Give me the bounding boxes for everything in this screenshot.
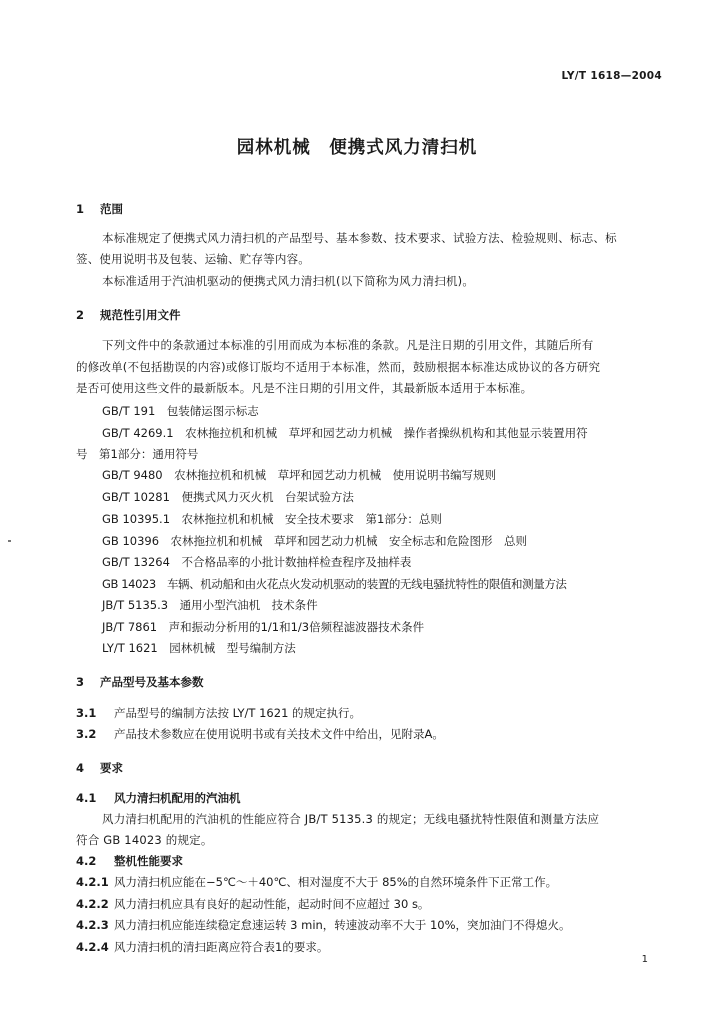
page-number: 1	[641, 954, 648, 965]
reference-item: JB/T 7861 声和振动分析用的1/1和1/3倍频程滤波器技术条件	[102, 620, 425, 634]
clause-3-2-number: 3.2	[76, 727, 97, 741]
clause-4-2-number: 4.2	[76, 854, 97, 868]
section-2-title: 规范性引用文件	[100, 308, 181, 322]
scan-speck	[8, 540, 11, 542]
section-3-heading	[76, 674, 204, 690]
reference-item: JB/T 5135.3 通用小型汽油机 技术条件	[102, 598, 318, 612]
clause-4-1-heading	[76, 790, 241, 806]
clause-4-1-paragraph-line-1: 风力清扫机配用的汽油机的性能应符合 JB/T 5135.3 的规定；无线电骚扰特性限值和测量方法应	[102, 812, 600, 826]
reference-item: GB/T 4269.1 农林拖拉机和机械 草坪和园艺动力机械 操作者操纵机构和其他显示装置用符	[102, 426, 588, 440]
clause-text: 风力清扫机应能连续稳定怠速运转 3 min，转速波动率不大于 10%，突加油门不得熄火。	[114, 918, 571, 932]
reference-item: GB 10396 农林拖拉机和机械 草坪和园艺动力机械 安全标志和危险图形 总则	[102, 534, 528, 548]
section-1-paragraph-1-line-1: 本标准规定了便携式风力清扫机的产品型号、基本参数、技术要求、试验方法、检验规则、标志、标	[102, 231, 617, 245]
reference-item: GB 10395.1 农林拖拉机和机械 安全技术要求 第1部分：总则	[102, 512, 442, 526]
section-2-intro-line-2: 的修改单(不包括勘误的内容)或修订版均不适用于本标准，然而，鼓励根据本标准达成协议的各方研究	[76, 360, 601, 374]
clause-3-1-number: 3.1	[76, 706, 97, 720]
section-1-paragraph-2: 本标准适用于汽油机驱动的便携式风力清扫机(以下简称为风力清扫机)。	[102, 274, 475, 288]
clause-number: 4.2.2	[76, 897, 109, 911]
section-1-title: 范围	[100, 202, 123, 216]
section-4-number: 4	[76, 761, 85, 775]
reference-item: LY/T 1621 园林机械 型号编制方法	[102, 641, 296, 655]
clause-number: 4.2.4	[76, 940, 109, 954]
section-4-title: 要求	[100, 761, 123, 775]
clause-text: 风力清扫机的清扫距离应符合表1的要求。	[114, 940, 329, 954]
standard-number: LY/T 1618—2004	[561, 70, 662, 82]
clause-3-1	[76, 705, 361, 721]
clause-3-2	[76, 726, 444, 742]
section-2-intro-line-1: 下列文件中的条款通过本标准的引用而成为本标准的条款。凡是注日期的引用文件，其随后所有	[102, 338, 594, 352]
clause-text: 风力清扫机应具有良好的起动性能，起动时间不应超过 30 s。	[114, 897, 430, 911]
section-3-number: 3	[76, 675, 85, 689]
reference-item: GB/T 13264 不合格品率的小批计数抽样检查程序及抽样表	[102, 555, 412, 569]
clause-4-2-4	[76, 939, 328, 955]
reference-item: GB/T 191 包装储运图示标志	[102, 404, 259, 418]
reference-item: GB 14023 车辆、机动船和由火花点火发动机驱动的装置的无线电骚扰特性的限值和测量方法	[102, 577, 567, 591]
document-title: 园林机械 便携式风力清扫机	[236, 138, 478, 158]
clause-4-2-3	[76, 917, 571, 933]
section-2-intro-line-3: 是否可使用这些文件的最新版本。凡是不注日期的引用文件，其最新版本适用于本标准。	[76, 381, 533, 395]
clause-4-2-title: 整机性能要求	[114, 854, 183, 868]
section-1-paragraph-1-line-2: 签、使用说明书及包装、运输、贮存等内容。	[76, 252, 310, 266]
clause-4-2-1	[76, 874, 557, 890]
clause-4-2-2	[76, 896, 429, 912]
reference-item-continuation: 号 第1部分：通用符号	[76, 447, 199, 461]
section-3-title: 产品型号及基本参数	[100, 675, 204, 689]
clause-text: 风力清扫机应能在−5℃～＋40℃、相对湿度不大于 85%的自然环境条件下正常工作。	[114, 875, 558, 889]
clause-number: 4.2.1	[76, 875, 109, 889]
section-2-number: 2	[76, 308, 85, 322]
section-4-heading	[76, 760, 123, 776]
section-2-heading	[76, 307, 181, 323]
clause-4-2-heading	[76, 853, 183, 869]
section-1-heading	[76, 201, 123, 217]
clause-4-1-paragraph-line-2: 符合 GB 14023 的规定。	[76, 833, 213, 847]
reference-item: GB/T 10281 便携式风力灭火机 台架试验方法	[102, 490, 354, 504]
clause-4-1-title: 风力清扫机配用的汽油机	[114, 791, 241, 805]
clause-number: 4.2.3	[76, 918, 109, 932]
reference-item: GB/T 9480 农林拖拉机和机械 草坪和园艺动力机械 使用说明书编写规则	[102, 468, 497, 482]
clause-3-1-text: 产品型号的编制方法按 LY/T 1621 的规定执行。	[114, 706, 362, 720]
clause-3-2-text: 产品技术参数应在使用说明书或有关技术文件中给出，见附录A。	[114, 727, 444, 741]
clause-4-1-number: 4.1	[76, 791, 97, 805]
section-1-number: 1	[76, 202, 85, 216]
